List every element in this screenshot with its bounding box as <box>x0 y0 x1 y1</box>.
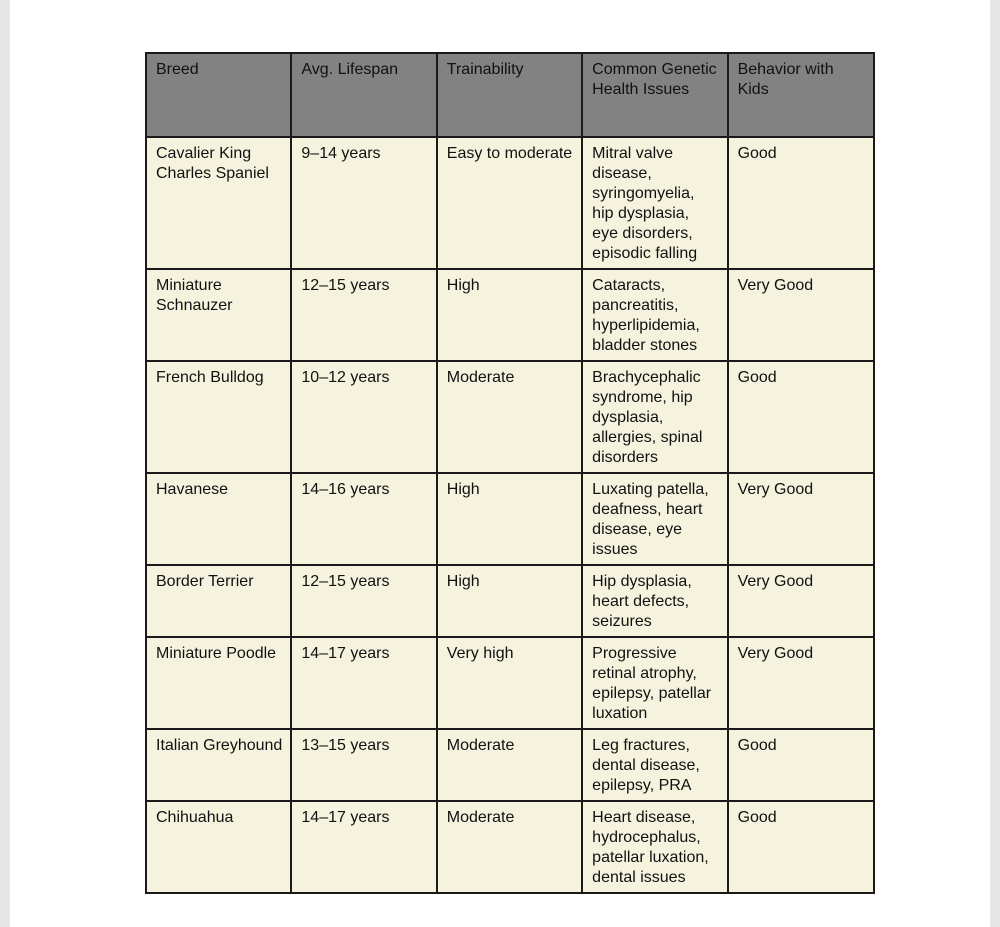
cell-trainability: Moderate <box>437 801 582 893</box>
cell-trainability: Moderate <box>437 361 582 473</box>
table-row <box>146 729 874 801</box>
cell-behavior-kids: Good <box>728 361 874 473</box>
cell-lifespan: 10–12 years <box>291 361 436 473</box>
cell-lifespan: 14–17 years <box>291 637 436 729</box>
cell-lifespan: 12–15 years <box>291 565 436 637</box>
cell-health-issues: Leg fractures, dental disease, epilepsy, PRA <box>582 729 727 801</box>
cell-breed: Cavalier King Charles Spaniel <box>146 137 291 269</box>
table-row <box>146 269 874 361</box>
cell-breed: Miniature Poodle <box>146 637 291 729</box>
header-breed: Breed <box>146 53 291 137</box>
cell-behavior-kids: Good <box>728 137 874 269</box>
table-row <box>146 473 874 565</box>
table-header-row <box>146 53 874 137</box>
table-row <box>146 565 874 637</box>
table-row <box>146 137 874 269</box>
document-page <box>10 0 990 927</box>
header-lifespan: Avg. Lifespan <box>291 53 436 137</box>
dog-breed-table <box>145 52 875 894</box>
cell-breed: French Bulldog <box>146 361 291 473</box>
cell-health-issues: Mitral valve disease, syringomyelia, hip dysplasia, eye disorders, episodic falling <box>582 137 727 269</box>
cell-health-issues: Brachycephalic syndrome, hip dysplasia, allergies, spinal disorders <box>582 361 727 473</box>
cell-behavior-kids: Very Good <box>728 637 874 729</box>
cell-lifespan: 12–15 years <box>291 269 436 361</box>
header-health-issues: Common Genetic Health Issues <box>582 53 727 137</box>
cell-behavior-kids: Very Good <box>728 565 874 637</box>
cell-trainability: Very high <box>437 637 582 729</box>
cell-trainability: High <box>437 269 582 361</box>
cell-trainability: Moderate <box>437 729 582 801</box>
cell-behavior-kids: Very Good <box>728 269 874 361</box>
cell-behavior-kids: Very Good <box>728 473 874 565</box>
header-behavior-kids: Behavior with Kids <box>728 53 874 137</box>
cell-health-issues: Cataracts, pancreatitis, hyperlipidemia, bladder stones <box>582 269 727 361</box>
cell-trainability: High <box>437 565 582 637</box>
cell-trainability: Easy to moderate <box>437 137 582 269</box>
cell-lifespan: 13–15 years <box>291 729 436 801</box>
cell-lifespan: 9–14 years <box>291 137 436 269</box>
table-row <box>146 637 874 729</box>
cell-breed: Miniature Schnauzer <box>146 269 291 361</box>
table-row <box>146 801 874 893</box>
header-trainability: Trainability <box>437 53 582 137</box>
cell-health-issues: Progressive retinal atrophy, epilepsy, patellar luxation <box>582 637 727 729</box>
cell-breed: Havanese <box>146 473 291 565</box>
table-row <box>146 361 874 473</box>
cell-health-issues: Luxating patella, deafness, heart disease, eye issues <box>582 473 727 565</box>
cell-lifespan: 14–16 years <box>291 473 436 565</box>
cell-breed: Chihuahua <box>146 801 291 893</box>
cell-behavior-kids: Good <box>728 801 874 893</box>
cell-breed: Italian Greyhound <box>146 729 291 801</box>
cell-behavior-kids: Good <box>728 729 874 801</box>
cell-breed: Border Terrier <box>146 565 291 637</box>
cell-health-issues: Heart disease, hydrocephalus, patellar luxation, dental issues <box>582 801 727 893</box>
cell-trainability: High <box>437 473 582 565</box>
cell-health-issues: Hip dysplasia, heart defects, seizures <box>582 565 727 637</box>
cell-lifespan: 14–17 years <box>291 801 436 893</box>
